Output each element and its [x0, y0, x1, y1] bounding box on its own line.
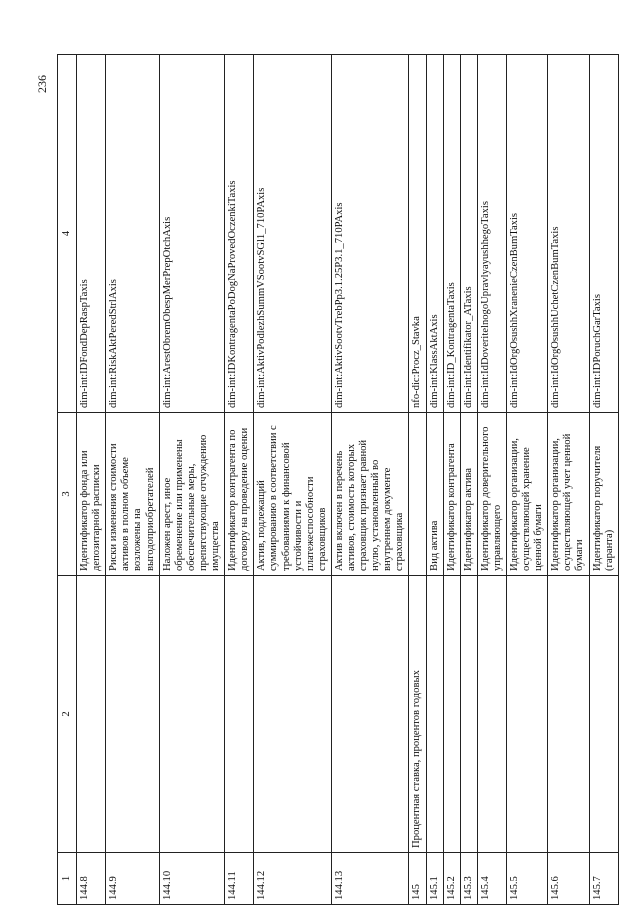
table-row [225, 55, 254, 905]
row-description-cell: Наложен арест, иное обременение или применены обеспечительные меры, препятствующие отчуждению имущества [159, 413, 224, 576]
row-name-cell [477, 576, 506, 853]
row-value-cell: dim-int:IDFondDepRaspTaxis [77, 55, 106, 413]
row-value-cell: dim-int:RiskAktPeredStrlAxis [106, 55, 159, 413]
row-code-cell: 145.6 [548, 853, 589, 905]
row-description-cell: Идентификатор контрагента [443, 413, 460, 576]
row-description-cell: Вид актива [426, 413, 443, 576]
table-row [409, 55, 426, 905]
row-code-cell: 144.12 [254, 853, 332, 905]
table-row [460, 55, 477, 905]
row-code-cell: 144.8 [77, 853, 106, 905]
row-description-cell: Идентификатор организации, осуществляющей хранение ценной бумаги [507, 413, 548, 576]
row-name-cell [77, 576, 106, 853]
header-col-4: 4 [58, 55, 77, 413]
data-table [57, 54, 619, 905]
row-value-cell: dim-int:IDPoruchGarTaxis [589, 55, 618, 413]
table-row [443, 55, 460, 905]
row-description-cell: Идентификатор организации, осуществляющей учет ценной бумаги [548, 413, 589, 576]
row-value-cell: nfo-dic:Procz_Stavka [409, 55, 426, 413]
row-code-cell: 145.5 [507, 853, 548, 905]
row-name-cell [254, 576, 332, 853]
row-code-cell: 144.11 [225, 853, 254, 905]
row-value-cell: dim-int:AktivSootvTrebPp3.1.25P3.1_710PAxis [331, 55, 409, 413]
row-name-cell [159, 576, 224, 853]
table-body [77, 55, 619, 905]
row-code-cell: 144.10 [159, 853, 224, 905]
row-name-cell [589, 576, 618, 853]
row-value-cell: dim-int:KlassAktAxis [426, 55, 443, 413]
row-name-cell [426, 576, 443, 853]
row-value-cell: dim-int:Identifikator_ATaxis [460, 55, 477, 413]
rotated-page [35, 55, 625, 905]
row-description-cell: Идентификатор контрагента по договору на проведение оценки [225, 413, 254, 576]
row-name-cell [443, 576, 460, 853]
row-value-cell: dim-int:IdOrgOsushhXranenieCzenBumTaxis [507, 55, 548, 413]
row-code-cell: 144.9 [106, 853, 159, 905]
table-row [331, 55, 409, 905]
row-name-cell [507, 576, 548, 853]
row-description-cell [409, 413, 426, 576]
row-description-cell: Актив включен в перечень активов, стоимость которых страховщик признает равной нулю, установленный во внутреннем документе страховщика [331, 413, 409, 576]
table-row [507, 55, 548, 905]
row-name-cell [460, 576, 477, 853]
header-col-3: 3 [58, 413, 77, 576]
table-row [77, 55, 106, 905]
row-description-cell: Риски изменения стоимости активов в полном объеме возложены на выгодоприобретателей [106, 413, 159, 576]
row-value-cell: dim-int:IdOrgOsushhUchetCzenBumTaxis [548, 55, 589, 413]
row-value-cell: dim-int:ID_KontragentaTaxis [443, 55, 460, 413]
row-value-cell: dim-int:AktivPodlezhSummVSootvSGl1_710PAxis [254, 55, 332, 413]
row-name-cell [225, 576, 254, 853]
table-row [106, 55, 159, 905]
row-value-cell: dim-int:IDKontragentaPoDogNaProvedOczenkiTaxis [225, 55, 254, 413]
header-col-1: 1 [58, 853, 77, 905]
row-description-cell: Идентификатор актива [460, 413, 477, 576]
row-code-cell: 145.2 [443, 853, 460, 905]
row-description-cell: Идентификатор доверительного управляющего [477, 413, 506, 576]
row-description-cell: Актив, подлежащий суммированию в соответствии с требованиями к финансовой устойчивости и платежеспособности страховщиков [254, 413, 332, 576]
table-row [159, 55, 224, 905]
table-row [589, 55, 618, 905]
row-code-cell: 145.7 [589, 853, 618, 905]
row-name-cell [331, 576, 409, 853]
row-name-cell [106, 576, 159, 853]
header-col-2: 2 [58, 576, 77, 853]
row-code-cell: 144.13 [331, 853, 409, 905]
page-number: 236 [35, 75, 49, 93]
row-code-cell: 145 [409, 853, 426, 905]
table-row [548, 55, 589, 905]
row-name-cell [548, 576, 589, 853]
row-code-cell: 145.1 [426, 853, 443, 905]
row-code-cell: 145.3 [460, 853, 477, 905]
table-row [477, 55, 506, 905]
row-code-cell: 145.4 [477, 853, 506, 905]
header-row [58, 55, 77, 905]
row-name-cell: Процентная ставка, процентов годовых [409, 576, 426, 853]
row-value-cell: dim-int:ArestObremObespMerPrepOtchAxis [159, 55, 224, 413]
row-description-cell: Идентификатор фонда или депозитарной расписки [77, 413, 106, 576]
table-row [426, 55, 443, 905]
row-description-cell: Идентификатор поручителя (гаранта) [589, 413, 618, 576]
table-row [254, 55, 332, 905]
row-value-cell: dim-int:IdDoveritelnogoUpravlyayushhegoTaxis [477, 55, 506, 413]
